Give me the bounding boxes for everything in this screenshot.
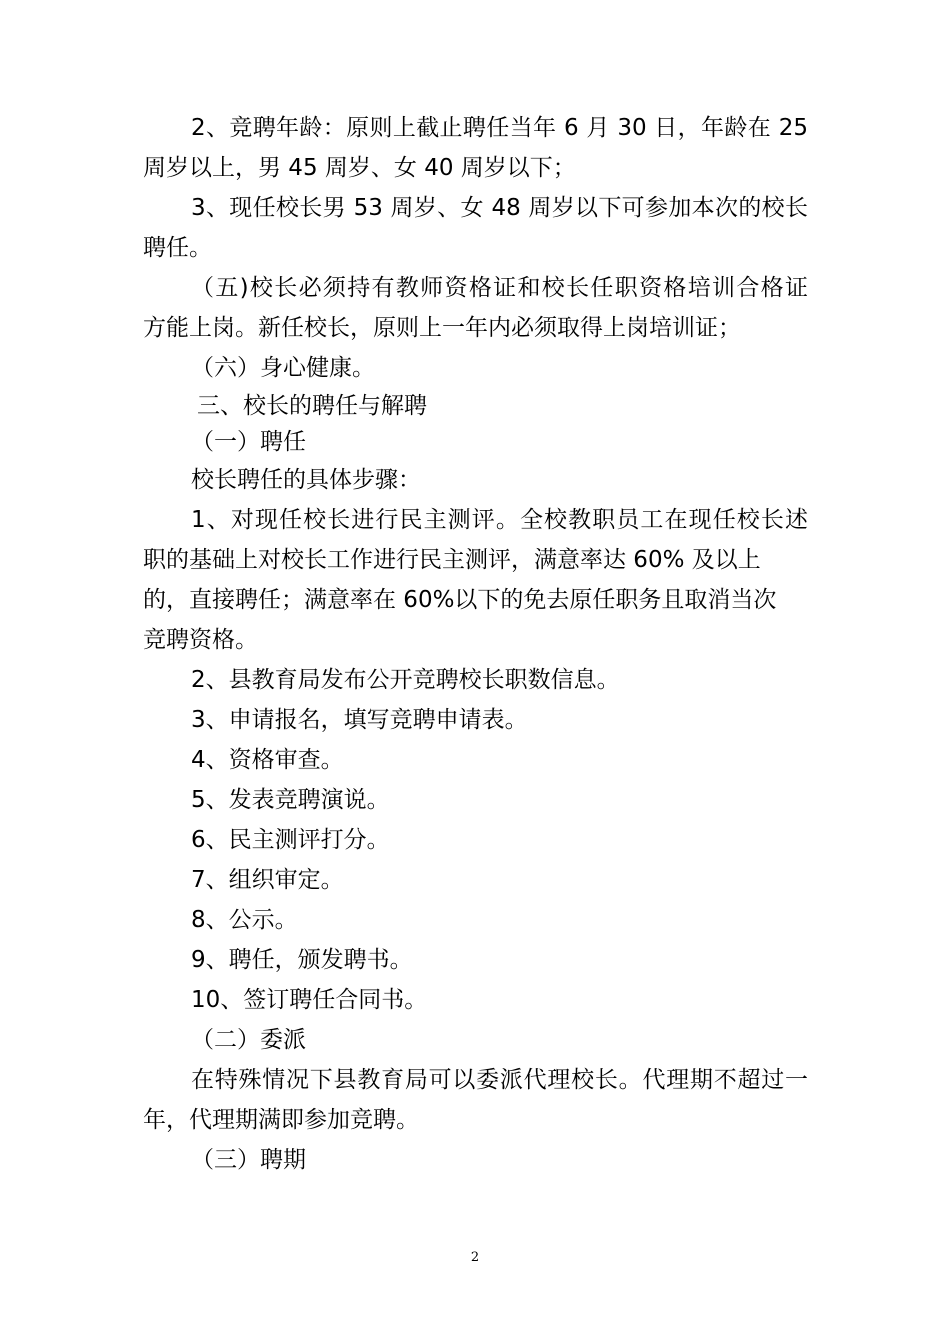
paragraph-line: 的，直接聘任；满意率在 60%以下的免去原任职务且取消当次 bbox=[143, 587, 777, 613]
document-page bbox=[143, 108, 808, 1180]
section-heading: 三、校长的聘任与解聘 bbox=[197, 393, 427, 419]
subsection-heading: （一）聘任 bbox=[191, 429, 306, 455]
list-item: 6、民主测评打分。 bbox=[191, 827, 390, 853]
list-item: 8、公示。 bbox=[191, 907, 298, 933]
list-item: 2、县教育局发布公开竞聘校长职数信息。 bbox=[191, 667, 620, 693]
subsection-heading: （三）聘期 bbox=[191, 1147, 306, 1173]
subsection-heading: （二）委派 bbox=[191, 1027, 306, 1053]
paragraph-line: 3、现任校长男 53 周岁、女 48 周岁以下可参加本次的校长 bbox=[191, 195, 808, 221]
paragraph-line: 1、对现任校长进行民主测评。全校教职员工在现任校长述 bbox=[191, 507, 808, 533]
paragraph-line: 2、竞聘年龄：原则上截止聘任当年 6 月 30 日，年龄在 25 bbox=[191, 115, 808, 141]
paragraph-line: 年，代理期满即参加竞聘。 bbox=[143, 1107, 419, 1133]
list-item: 9、聘任，颁发聘书。 bbox=[191, 947, 413, 973]
paragraph-line: 在特殊情况下县教育局可以委派代理校长。代理期不超过一 bbox=[191, 1067, 808, 1093]
list-item: 7、组织审定。 bbox=[191, 867, 344, 893]
paragraph-line: （六）身心健康。 bbox=[191, 355, 375, 381]
paragraph-line: 竞聘资格。 bbox=[143, 627, 258, 653]
list-item: 3、申请报名，填写竞聘申请表。 bbox=[191, 707, 528, 733]
paragraph-line: 周岁以上，男 45 周岁、女 40 周岁以下； bbox=[143, 155, 576, 181]
list-item: 5、发表竞聘演说。 bbox=[191, 787, 390, 813]
paragraph-line: 校长聘任的具体步骤： bbox=[191, 467, 421, 493]
page-number: 2 bbox=[470, 1250, 480, 1265]
paragraph-line: 职的基础上对校长工作进行民主测评，满意率达 60% 及以上 bbox=[143, 547, 761, 573]
paragraph-line: 聘任。 bbox=[143, 235, 212, 261]
paragraph-line: （五)校长必须持有教师资格证和校长任职资格培训合格证 bbox=[191, 275, 808, 301]
paragraph-line: 方能上岗。新任校长，原则上一年内必须取得上岗培训证； bbox=[143, 315, 741, 341]
list-item: 4、资格审查。 bbox=[191, 747, 344, 773]
list-item: 10、签订聘任合同书。 bbox=[191, 987, 428, 1013]
